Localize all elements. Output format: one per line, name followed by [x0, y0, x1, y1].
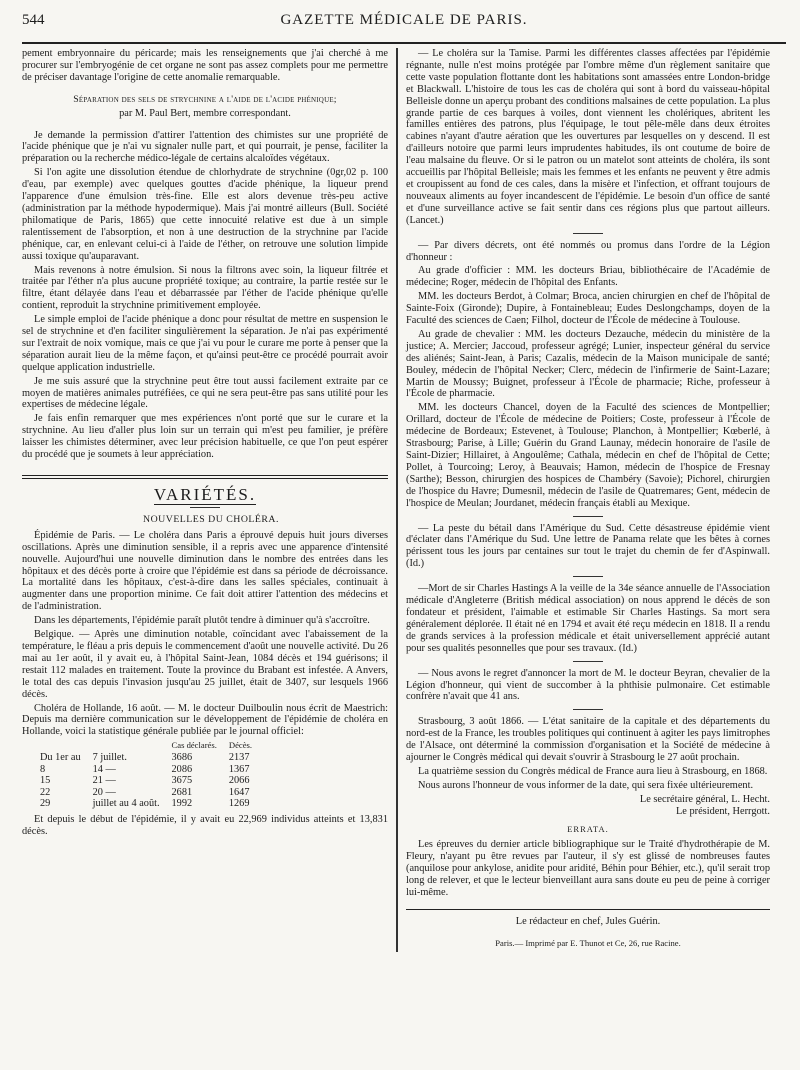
paragraph: Dans les départements, l'épidémie paraît plutôt tendre à diminuer qu'à s'accroître.: [34, 615, 370, 627]
editor-signature: Le rédacteur en chef, Jules Guérin.: [406, 909, 770, 928]
paragraph: MM. les docteurs Chancel, doyen de la Faculté des sciences de Montpellier; Orillard, docteur de l'École de médecine de Poitiers; Coste, professeur à l'École de médecine de Bordeaux; Estevenet, à Toulouse; Planchon, à Montpellier; Kœberlé, à Strasbourg; Parise, à Lille; Guérin du Grand Launay, médecin honoraire de l'asile de Saint-Dizier; Hillairet, à Angoulême; Cathala, médecin en chef de l'hôpital de Cette; Pollet, à Tourcoing; Leroy, à Beauvais; Hamon, médecin de l'hospice de Fresnay (Sarthe); Besson, chirurgien des hospices de Chambéry (Savoie); Pichorel, chirurgien de l'hospice du Havre; Dumesnil, médecin de l'asile de Quatremares; Gent, médecin de l'hospice de Meulan; Jourdanet, médecin français établi au Mexique.: [406, 402, 770, 509]
paragraph: pement embryonnaire du péricarde; mais les renseignements que j'ai cherché à me procurer sur l'embryogénie de cet organe ne sont pas assez complets pour me permettre de préciser davantage l'origine de cette anomalie remarquable.: [22, 48, 388, 83]
divider: [573, 576, 603, 577]
paragraph: Au grade de chevalier : MM. les docteurs Dezauche, médecin du ministère de la justice; A. Mercier; Jaccoud, professeur agrégé; Lunier, inspecteur général du service des aliénés; Saint-Jean, à Paris; Cazalis, médecin de la Maison municipale de santé; Bouley, médecin de l'hôpital Necker; Clerc, médecin de l'infirmerie de Saint-Lazare; Martin de Moussy; Buignet, professeur à l'École de pharmacie; Riche, professeur à l'École de pharmacie.: [406, 328, 770, 400]
right-column: [396, 48, 770, 952]
paragraph: Les épreuves du dernier article bibliographique sur le Traité d'hydrothérapie de M. Fleury, n'ayant pu être revues par l'auteur, il s'y est glissé de nombreuses fautes (anquilose pour ankylose, anidite pour aridité, Béhin pour Béhier, etc.), qu'il serait trop long de relever, et que le lecteur bienveillant aura sans doute eu peu de peine à corriger lui-même.: [406, 839, 770, 899]
paragraph: Je me suis assuré que la strychnine peut être tout aussi facilement extraite par ce moyen de matières animales putréfiées, ce qui ne sera peut-être pas sans utilité pour les expertises de médecine légale.: [22, 375, 388, 411]
paragraph: Strasbourg, 3 août 1866. — L'état sanitaire de la capitale et des départements du nord-est de la France, les troubles politiques qui continuent à agiter les pays limitrophes de l'Alsace, ont déterminé la commission d'organisation et la Société de médecine à ajourner le Congrès médical qui devait s'ouvrir à Strasbourg le 27 août prochain.: [406, 716, 770, 764]
columns: [22, 48, 786, 952]
paragraph: Choléra de Hollande, 16 août. — M. le docteur Duilboulin nous écrit de Maestrich: Depuis ma dernière communication sur le développement de l'épidémie de choléra en Hollande, voici la statistique générale publiée par le journal officiel:: [22, 702, 388, 738]
varietes-title: VARIÉTÉS.: [153, 485, 257, 504]
page-header: [22, 0, 786, 44]
paragraph: — Par divers décrets, ont été nommés ou promus dans l'ordre de la Légion d'honneur :: [406, 239, 770, 263]
paragraph: —Mort de sir Charles Hastings A la veille de la 34e séance annuelle de l'Association médicale d'Angleterre (British médical association) on nous apprend le décès de son fondateur et président, l'aimable et estimable Sir Charles Hastings. Sa mort sera généralement déplorée. Il était né en 1794 et avait été reçu médecin en 1818. Il a rendu de grands services à la profession médicale et était universellement apprécié autant pour ses qualités pesonnelles que pour ses travaux. (Id.): [406, 583, 770, 654]
section-title: Séparation des sels de strychnine a l'aide de l'acide phénique;: [73, 93, 337, 105]
divider: [573, 233, 603, 234]
paragraph: Mais revenons à notre émulsion. Si nous la filtrons avec soin, la liqueur filtrée et traitée par l'éther n'a plus aucune propriété toxique; au contraire, la partie restée sur le filtre, étant délayée dans l'eau et débarrassée par l'éther de l'acide phénique qu'elle contient, reproduit la strychnine primitivement employée.: [22, 264, 388, 312]
column-header-deaths: Décès.: [228, 740, 253, 751]
cholera-statistics-table: [34, 740, 258, 809]
table-row: 29 juillet au 4 août. 1992 1269: [40, 798, 250, 810]
divider: [190, 507, 220, 508]
paragraph: Belgique. — Après une diminution notable, coïncidant avec l'abaissement de la température, le fléau a pris depuis le commencement d'août une nouvelle activité. Du 26 mai au 1er août, il y avait eu, à l'hôpital Saint-Jean, 1084 décès et 194 guérisons; il restait 112 malades en traitement. Toute la province du Brabant est infestée. A Anvers, le total des cas depuis l'invasion jusqu'au 25 juillet, était de 3407, sur lesquels 1966 décès.: [22, 629, 388, 700]
divider: [573, 516, 603, 517]
paragraph: Je fais enfin remarquer que mes expériences n'ont porté que sur le curare et la strychnine. Au lieu d'aller plus loin sur un terrain qui m'est peu familier, je préfère laisser les chimistes déterminer, avec leur précision habituelle, ce que l'on peut espérer du procédé que je soumets à leur appréciation.: [22, 413, 388, 461]
cholera-subheading: NOUVELLES DU CHOLÉRA.: [143, 513, 279, 525]
paragraph: Je demande la permission d'attirer l'attention des chimistes sur une propriété de l'acide phénique que je n'ai vu signaler nulle part, et qui pourrait, je pense, faciliter la préparation ou la recherche médico-légale de certains alcaloïdes végétaux.: [22, 129, 388, 165]
table-row: 8 14 — 2086 1367: [40, 763, 250, 775]
journal-title: GAZETTE MÉDICALE DE PARIS.: [280, 12, 528, 28]
paragraph: — Nous avons le regret d'annoncer la mort de M. le docteur Beyran, chevalier de la Légion d'honneur, qui vient de succomber à la phthisie pulmonaire. Cet estimable confrère n'avait que 41 ans.: [406, 667, 770, 703]
divider: [573, 709, 603, 710]
paragraph: Et depuis le début de l'épidémie, il y avait eu 22,969 individus atteints et 13,831 décès.: [22, 813, 388, 837]
errata-heading: ERRATA.: [567, 823, 609, 834]
table-header-row: [34, 740, 258, 752]
section-author: par M. Paul Bert, membre correspondant.: [119, 107, 291, 119]
page-number: 544: [22, 12, 45, 28]
signature-secretary: Le secrétaire général, L. Hecht.: [639, 793, 770, 805]
table-row: 15 21 — 3675 2066: [40, 775, 250, 787]
table-row: Du 1er au 7 juillet. 3686 2137: [40, 752, 250, 764]
printer-imprint: Paris.— Imprimé par E. Thunot et Ce, 26, rue Racine.: [495, 937, 681, 948]
paragraph: — Le choléra sur la Tamise. Parmi les différentes classes affectées par l'épidémie régnante, nulle n'est moins protégée par l'ombre même d'un règlement sanitaire que cette vaste population flottante dont les habitations sont amassées entre London-bridge et Blackwall. L'histoire de tous les cas de choléra qui sont à bord du vaisseau-hôpital Belleisle donne un aperçu probant des conditions malsaines de cette population. La plus grande partie de ces barques à voiles, dont viennent les cholériques, abritent les familles entières des patrons, plus l'équipage, le tout pêle-mêle dans deux étroites cabines n'ayant d'autre aération que les ouvertures par lesquelles on y descend. Il est d'ailleurs notoire que parmi leurs imprudentes habitudes, ils ont coutume de boire de l'eau malsaine du fleuve. Or si le patron ou un matelot sont atteints de choléra, ils sont accueillis par l'hôpital Belleisle; mais les femmes et les enfants ne peuvent y être admis et croupissent au fond de ces cales, dans la misère et l'infection, et offrant toujours de nouveaux aliments au foyer incandescent de l'épidémie. Le besoin d'un office de santé et d'une surveillance active se fait sentir dans ces régions plus que partout ailleurs. (Lancet.): [406, 48, 770, 226]
section-divider: [22, 475, 388, 479]
paragraph: — La peste du bétail dans l'Amérique du Sud. Cette désastreuse épidémie vient d'éclater dans l'Amérique du Sud. Une lettre de Panama relate que les bêtes à cornes périssent tous les jours par centaines sur tout le trajet du chemin de fer d'Aspinwall. (Id.): [406, 522, 770, 570]
paragraph: Le simple emploi de l'acide phénique a donc pour résultat de mettre en suspension le sel de strychnine et d'en faciliter singulièrement la séparation. Je n'ai pas expérimenté sur l'extrait de noix vomique, mais ce que j'ai vu pour le curare me porte à penser que la séparation aurait lieu de la même façon, et qu'ainsi peut-être ce procédé pourrait avoir quelque application industrielle.: [22, 314, 388, 373]
left-column: [22, 48, 396, 952]
paragraph: Nous aurons l'honneur de vous informer de la date, qui sera fixée ultérieurement.: [418, 779, 754, 791]
table-row: 22 20 — 2681 1647: [40, 786, 250, 798]
column-header-cases: Cas déclarés.: [171, 740, 217, 751]
paragraph: Épidémie de Paris. — Le choléra dans Paris a éprouvé depuis huit jours diverses oscillations. Après une diminution sensible, il a repris avec une apparence d'intensité nouvelle. Aujourd'hui une nouvelle diminution dans le nombre des entrées dans les hôpitaux et des décès porte à croire que l'épidémie est dans sa période de décroissance. La mortalité dans les hôpitaux, c'est-à-dire dans les salles spéciales, continuait à augmenter dans une proportion minime. Ce fait doit attirer l'attention des médecins et de l'administration.: [22, 529, 388, 613]
paragraph: La quatrième session du Congrès médical de France aura lieu à Strasbourg, en 1868.: [418, 765, 768, 777]
paragraph: Au grade d'officier : MM. les docteurs Briau, bibliothécaire de l'Académie de médecine; Roger, médecin de l'hôpital des Enfants.: [406, 265, 770, 289]
signature-president: Le président, Herrgott.: [675, 805, 770, 817]
paragraph: MM. les docteurs Berdot, à Colmar; Broca, ancien chirurgien en chef de l'hôpital de Sainte-Foix (Gironde); Dupire, à Fontainebleau; Eudes Deslongchamps, doyen de la Faculté des sciences de Caen; Filhol, docteur de l'École de médecine à Toulouse.: [406, 291, 770, 327]
divider: [573, 661, 603, 662]
paragraph: Si l'on agite une dissolution étendue de chlorhydrate de strychnine (0gr,02 p. 100 d'eau, par exemple) avec quelques gouttes d'acide phénique, la liqueur prend l'apparence d'une émulsion très-fine. Elle est alors devenue très-peu active (administration par la méthode hypodermique). Mais j'ai montré ailleurs (Bull. Société philomatique de Paris, 1865) que cette innocuité relative est due à un simple ralentissement de l'absorption, et non à une destruction de la strychnine par l'acide phénique, car, en enlevant celui-ci à l'aide de l'éther, on retrouve une solution limpide aussi toxique qu'auparavant.: [22, 167, 388, 262]
varietes-heading: [22, 485, 388, 504]
